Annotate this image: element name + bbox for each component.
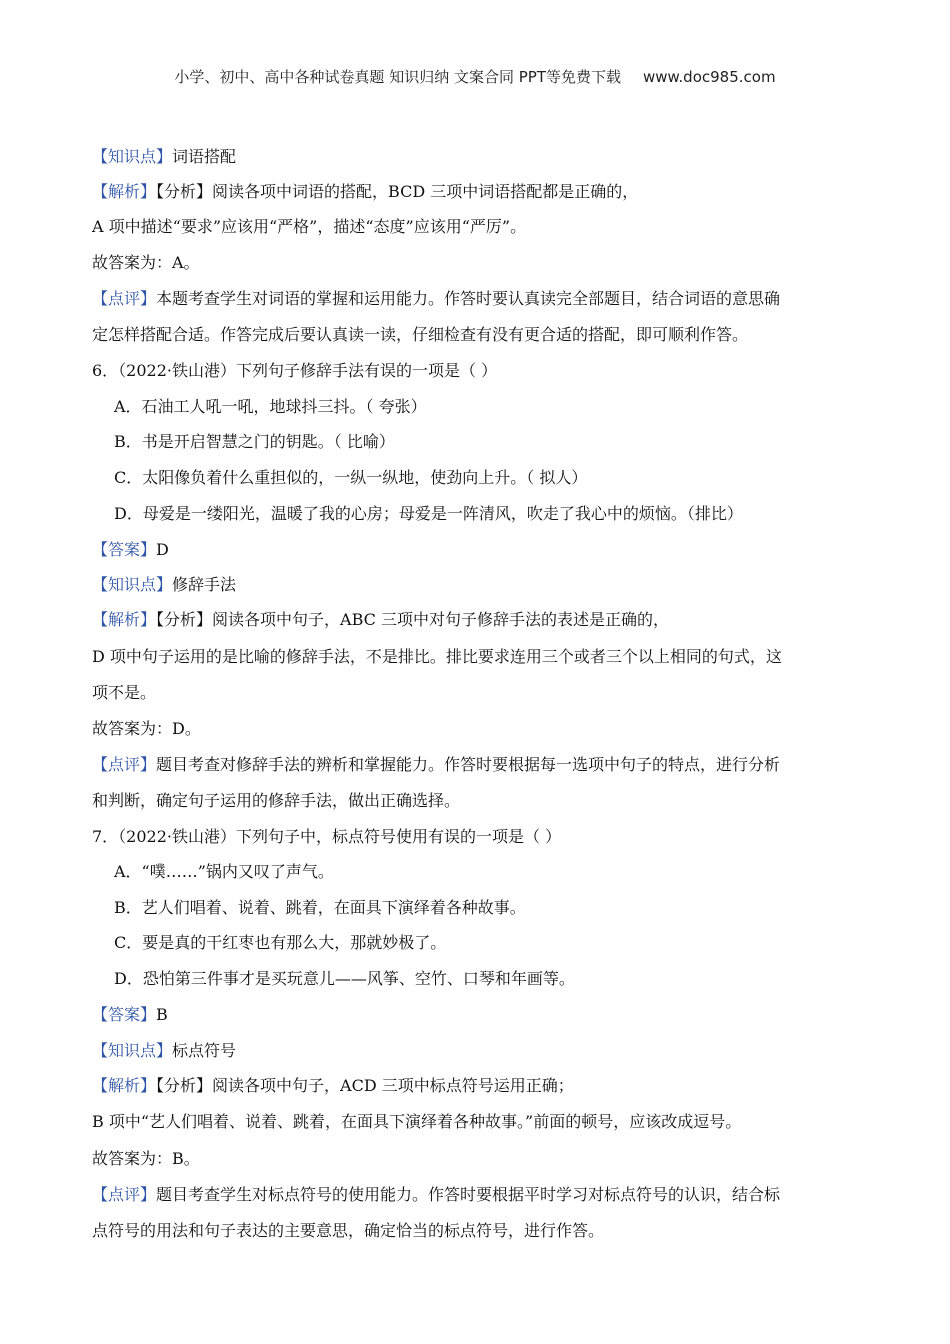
header-url: www.doc985.com <box>642 68 776 86</box>
q5-comment-cont: 定怎样搭配合适。作答完成后要认真读一读，仔细检查有没有更合适的搭配，即可顺利作答。 <box>92 325 749 344</box>
q5-analysis: 【解析】【分析】阅读各项中词语的搭配，BCD 三项中词语搭配都是正确的， <box>92 182 639 201</box>
q6-option-c: C．太阳像负着什么重担似的，一纵一纵地，使劲向上升。（ 拟人） <box>114 468 588 487</box>
q7-knowledge: 【知识点】标点符号 <box>92 1041 237 1060</box>
q7-answer: 【答案】B <box>92 1005 168 1024</box>
page-header <box>0 66 950 87</box>
q6-analysis-cont: D 项中句子运用的是比喻的修辞手法，不是排比。排比要求连用三个或者三个以上相同的句式，这 <box>92 647 782 666</box>
comment-tag: 【点评】 <box>92 289 157 308</box>
q7-stem: 7．（2022·铁山港）下列句子中，标点符号使用有误的一项是（ ） <box>92 827 562 846</box>
q6-option-b: B．书是开启智慧之门的钥匙。（ 比喻） <box>114 432 395 451</box>
knowledge-tag: 【知识点】 <box>92 575 173 594</box>
header-text: 小学、初中、高中各种试卷真题 知识归纳 文案合同 PPT等免费下载 <box>174 68 621 86</box>
q7-conclusion: 故答案为：B。 <box>92 1149 200 1168</box>
analysis-tag: 【解析】 <box>92 182 157 201</box>
q7-comment: 【点评】题目考查学生对标点符号的使用能力。作答时要根据平时学习对标点符号的认识，结合标 <box>92 1185 781 1204</box>
q5-analysis-cont: A 项中描述“要求”应该用“严格”，描述“态度”应该用“严厉”。 <box>92 217 527 236</box>
q6-analysis-cont2: 项不是。 <box>92 683 157 702</box>
knowledge-tag: 【知识点】 <box>92 147 173 166</box>
knowledge-tag: 【知识点】 <box>92 1041 173 1060</box>
q6-analysis: 【解析】【分析】阅读各项中句子，ABC 三项中对句子修辞手法的表述是正确的， <box>92 610 669 629</box>
q6-knowledge: 【知识点】修辞手法 <box>92 575 237 594</box>
q6-comment: 【点评】题目考查对修辞手法的辨析和掌握能力。作答时要根据每一选项中句子的特点，进行分析 <box>92 755 781 774</box>
answer-tag: 【答案】 <box>92 1005 157 1024</box>
comment-tag: 【点评】 <box>92 1185 157 1204</box>
q7-analysis-cont: B 项中“艺人们唱着、说着、跳着，在面具下演绎着各种故事。”前面的顿号，应该改成逗号。 <box>92 1112 742 1131</box>
q7-comment-cont: 点符号的用法和句子表达的主要意思，确定恰当的标点符号，进行作答。 <box>92 1221 605 1240</box>
q6-stem: 6．（2022·铁山港）下列句子修辞手法有误的一项是（ ） <box>92 361 498 380</box>
q6-conclusion: 故答案为：D。 <box>92 719 201 738</box>
q7-analysis: 【解析】【分析】阅读各项中句子，ACD 三项中标点符号运用正确； <box>92 1076 574 1095</box>
answer-tag: 【答案】 <box>92 540 157 559</box>
comment-tag: 【点评】 <box>92 755 157 774</box>
q7-option-c: C．要是真的干红枣也有那么大，那就妙极了。 <box>114 933 447 952</box>
q6-comment-cont: 和判断，确定句子运用的修辞手法，做出正确选择。 <box>92 791 461 810</box>
q7-option-a: A．“噗……”锅内又叹了声气。 <box>114 862 334 881</box>
q6-option-d: D．母爱是一缕阳光，温暖了我的心房；母爱是一阵清风，吹走了我心中的烦恼。（排比） <box>114 504 743 523</box>
analysis-tag: 【解析】 <box>92 1076 157 1095</box>
q5-comment: 【点评】本题考查学生对词语的掌握和运用能力。作答时要认真读完全部题目，结合词语的意思确 <box>92 289 781 308</box>
q5-knowledge: 【知识点】词语搭配 <box>92 147 237 166</box>
q7-option-d: D．恐怕第三件事才是买玩意儿——风筝、空竹、口琴和年画等。 <box>114 969 575 988</box>
q6-option-a: A．石油工人吼一吼，地球抖三抖。（ 夸张） <box>114 397 427 416</box>
q6-answer: 【答案】D <box>92 540 169 559</box>
q5-conclusion: 故答案为：A。 <box>92 253 200 272</box>
analysis-tag: 【解析】 <box>92 610 157 629</box>
q7-option-b: B．艺人们唱着、说着、跳着，在面具下演绎着各种故事。 <box>114 898 526 917</box>
